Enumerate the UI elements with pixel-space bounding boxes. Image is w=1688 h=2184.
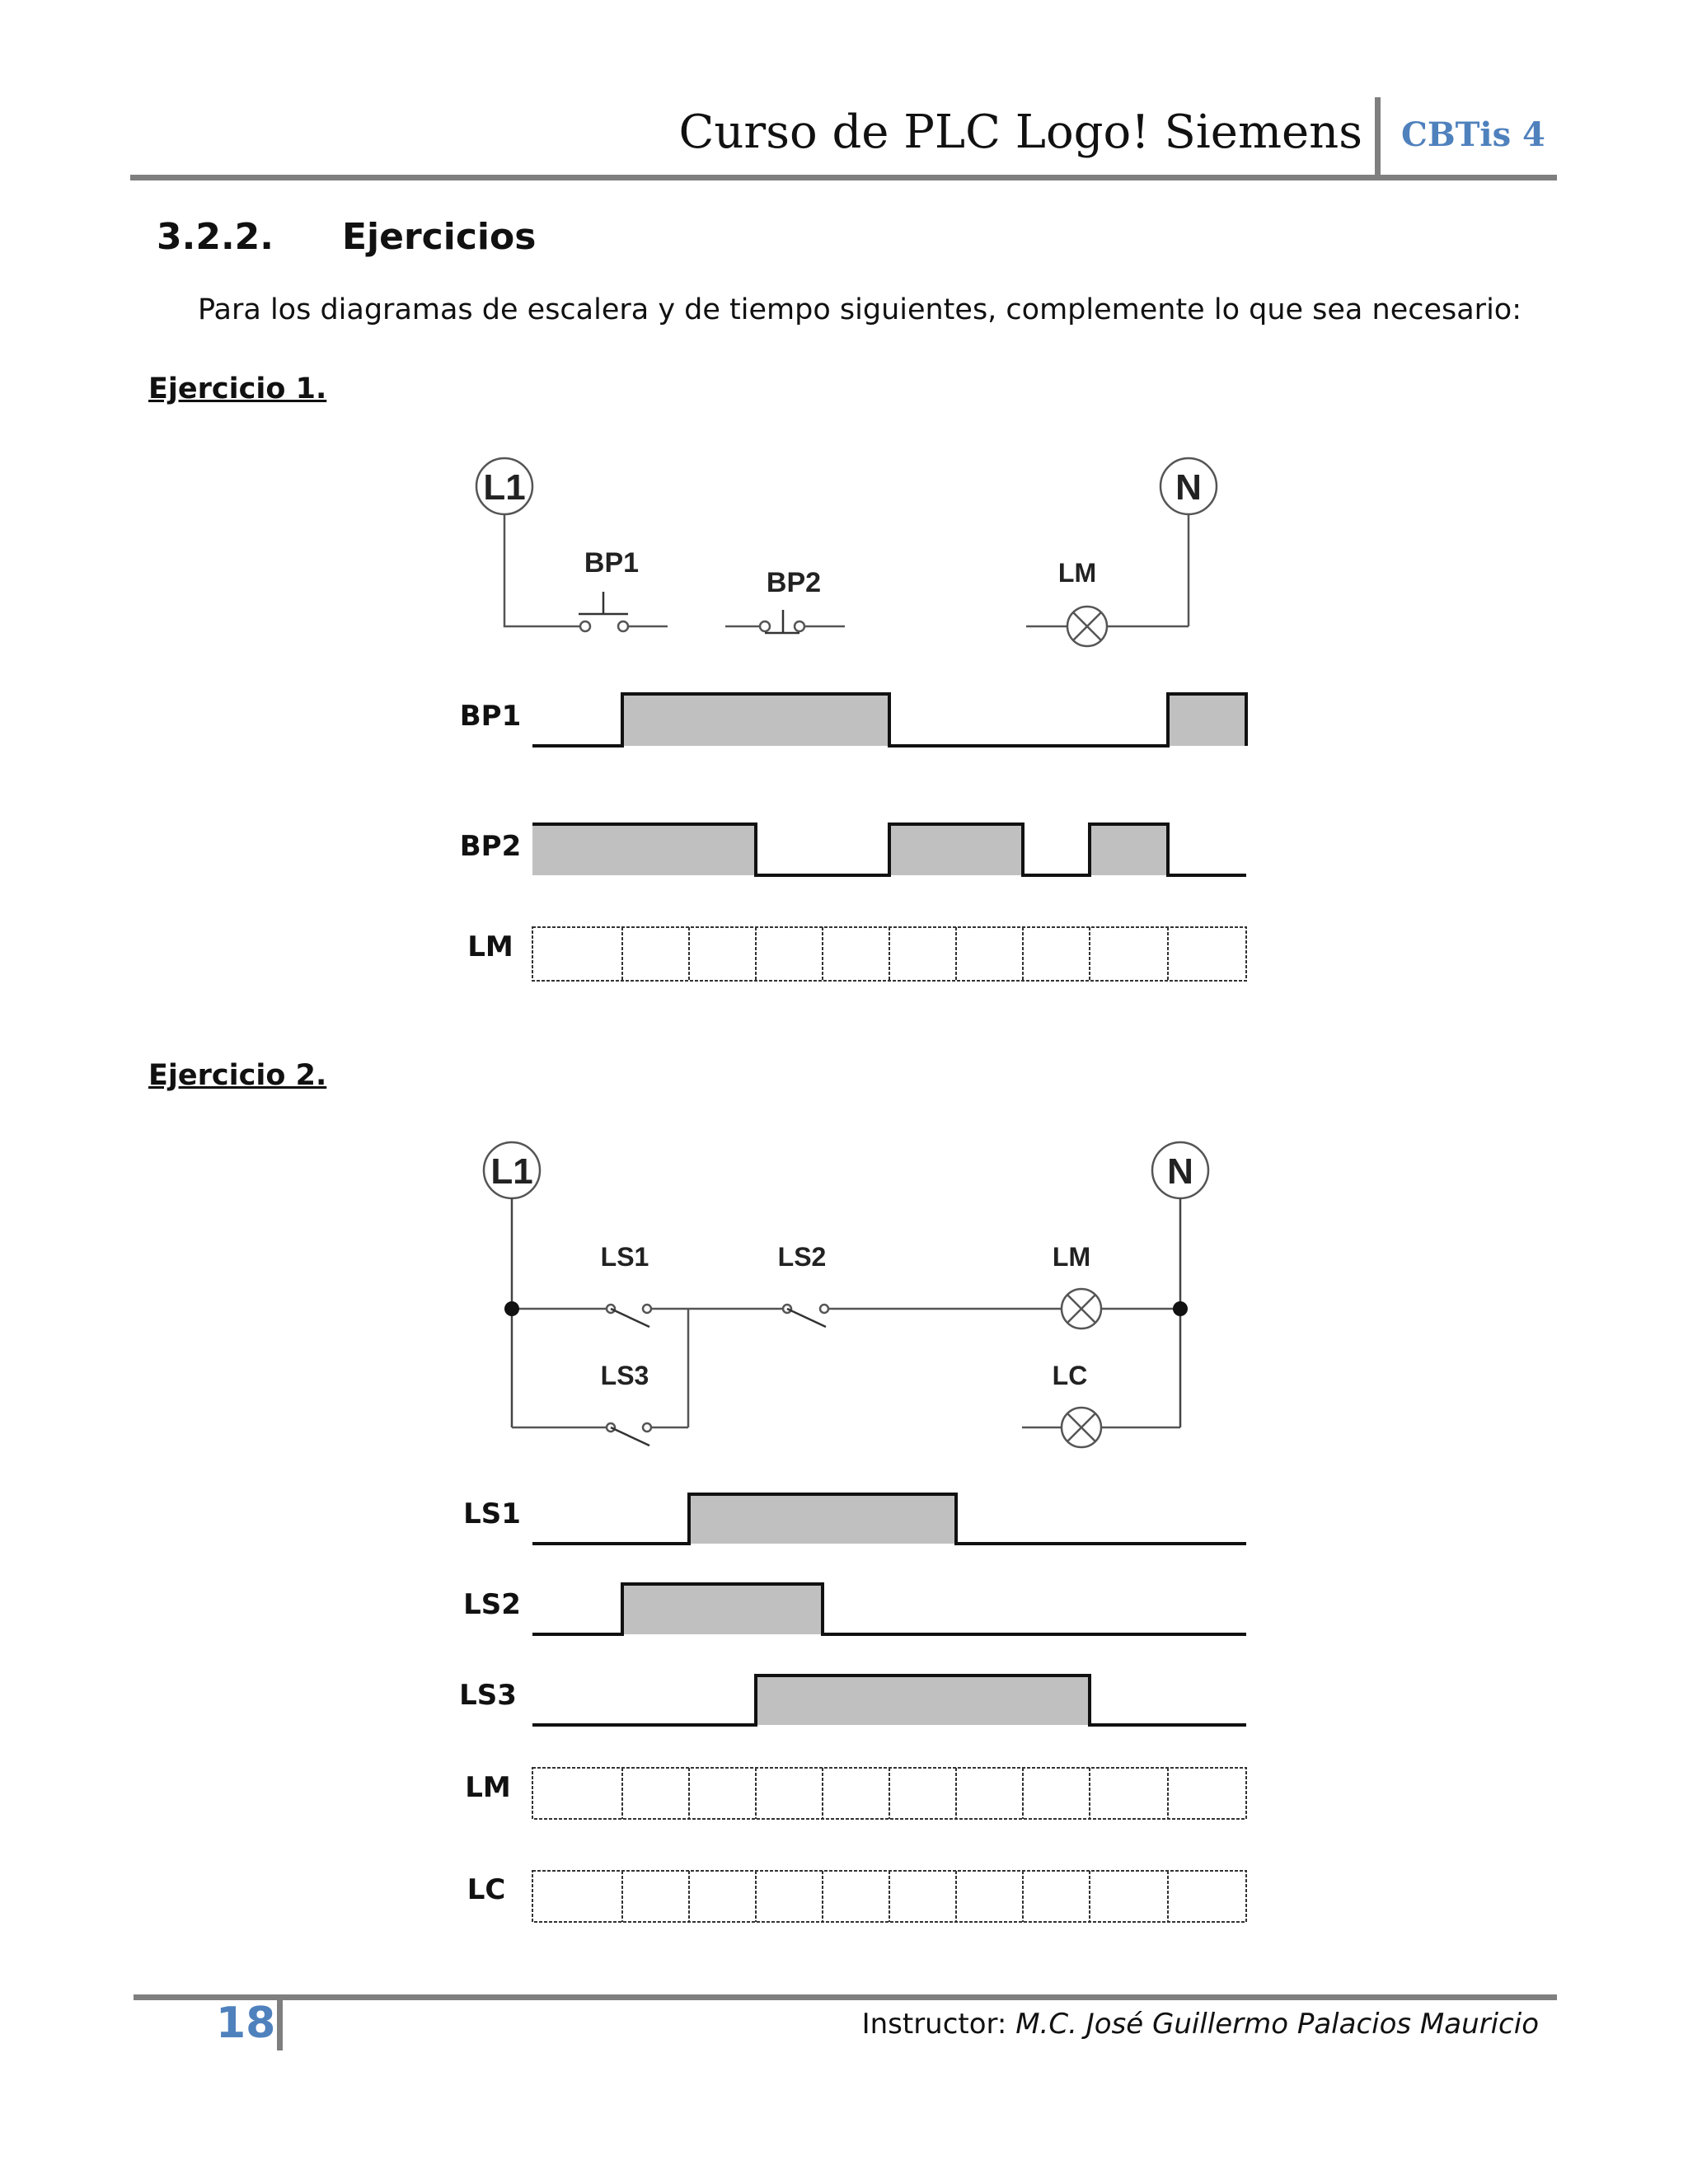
contact-label-ls2: LS2 (777, 1242, 827, 1272)
timing-waveform-ls1 (532, 1494, 1246, 1544)
timing-answer-grid-lm (532, 1768, 1246, 1819)
timing-row-label: LC (467, 1873, 506, 1906)
output-label-lm-ex1: LM (1057, 558, 1097, 588)
timing-waveform-ls2 (532, 1584, 1246, 1634)
l1-label-ex2: L1 (490, 1151, 533, 1192)
timing-high-segment (756, 1584, 823, 1634)
timing-high-segment (1168, 694, 1246, 746)
footer-divider (277, 1998, 283, 2050)
timing-waveform-bp2 (532, 824, 1246, 875)
timing-row-label: BP2 (459, 830, 522, 863)
timing-answer-grid-lm (532, 927, 1246, 981)
timing-high-segment (956, 824, 1023, 875)
instructor-name: M.C. José Guillermo Palacios Mauricio (1015, 2008, 1539, 2041)
timing-high-segment (689, 694, 756, 746)
contact-label-bp2: BP2 (766, 567, 822, 598)
timing-row-label: BP1 (459, 700, 522, 733)
timing-row-label: LS2 (463, 1588, 521, 1621)
instructor-label: Instructor: (861, 2008, 1007, 2041)
exercise-1-label: Ejercicio 1. (148, 373, 327, 405)
contact-label-bp1: BP1 (584, 547, 640, 579)
timing-high-segment (622, 824, 689, 875)
timing-high-segment (889, 1675, 956, 1725)
timing-high-segment (889, 824, 956, 875)
contact-label-ls3: LS3 (600, 1361, 649, 1390)
timing-answer-grid-lc (532, 1871, 1246, 1922)
timing-high-segment (756, 694, 823, 746)
n-label-ex2: N (1167, 1151, 1193, 1192)
timing-high-segment (823, 1494, 889, 1544)
timing-high-segment (1023, 1675, 1090, 1725)
timing-high-segment (689, 824, 756, 875)
instructor-credit (862, 2008, 1539, 2041)
timing-high-segment (756, 1675, 823, 1725)
contact-label-ls1: LS1 (600, 1242, 649, 1272)
timing-high-segment (1090, 824, 1168, 875)
timing-high-segment (622, 694, 689, 746)
document-header-title: Curso de PLC Logo! Siemens (678, 105, 1362, 159)
timing-waveform-bp1 (532, 694, 1246, 746)
l1-label-ex1: L1 (483, 467, 526, 508)
junction-dot (1173, 1301, 1188, 1316)
timing-row-label: LS3 (459, 1679, 517, 1712)
section-title: Ejercicios (342, 216, 537, 258)
timing-high-segment (532, 824, 622, 875)
timing-high-segment (622, 1584, 689, 1634)
section-intro: Para los diagramas de escalera y de tiempo siguientes, complemente lo que sea necesario: (198, 293, 1522, 326)
timing-high-segment (689, 1584, 756, 1634)
timing-high-segment (689, 1494, 756, 1544)
output-label-lm-ex2: LM (1052, 1242, 1091, 1272)
n-label-ex1: N (1175, 467, 1202, 508)
timing-high-segment (823, 694, 889, 746)
timing-waveform-ls3 (532, 1675, 1246, 1725)
footer-rule (134, 1994, 1557, 2000)
timing-high-segment (889, 1494, 956, 1544)
page-number: 18 (216, 1999, 276, 2048)
output-label-lc: LC (1052, 1361, 1088, 1390)
exercise-2-ladder (484, 1142, 1208, 1447)
timing-high-segment (956, 1675, 1023, 1725)
timing-row-label: LS1 (463, 1497, 521, 1530)
timing-row-label: LM (467, 930, 513, 963)
exercise-2-label: Ejercicio 2. (148, 1059, 327, 1092)
school-name: CBTis 4 (1401, 115, 1545, 154)
junction-dot (504, 1301, 519, 1316)
timing-row-label: LM (465, 1771, 511, 1804)
timing-high-segment (823, 1675, 889, 1725)
section-number: 3.2.2. (157, 216, 274, 258)
timing-high-segment (756, 1494, 823, 1544)
